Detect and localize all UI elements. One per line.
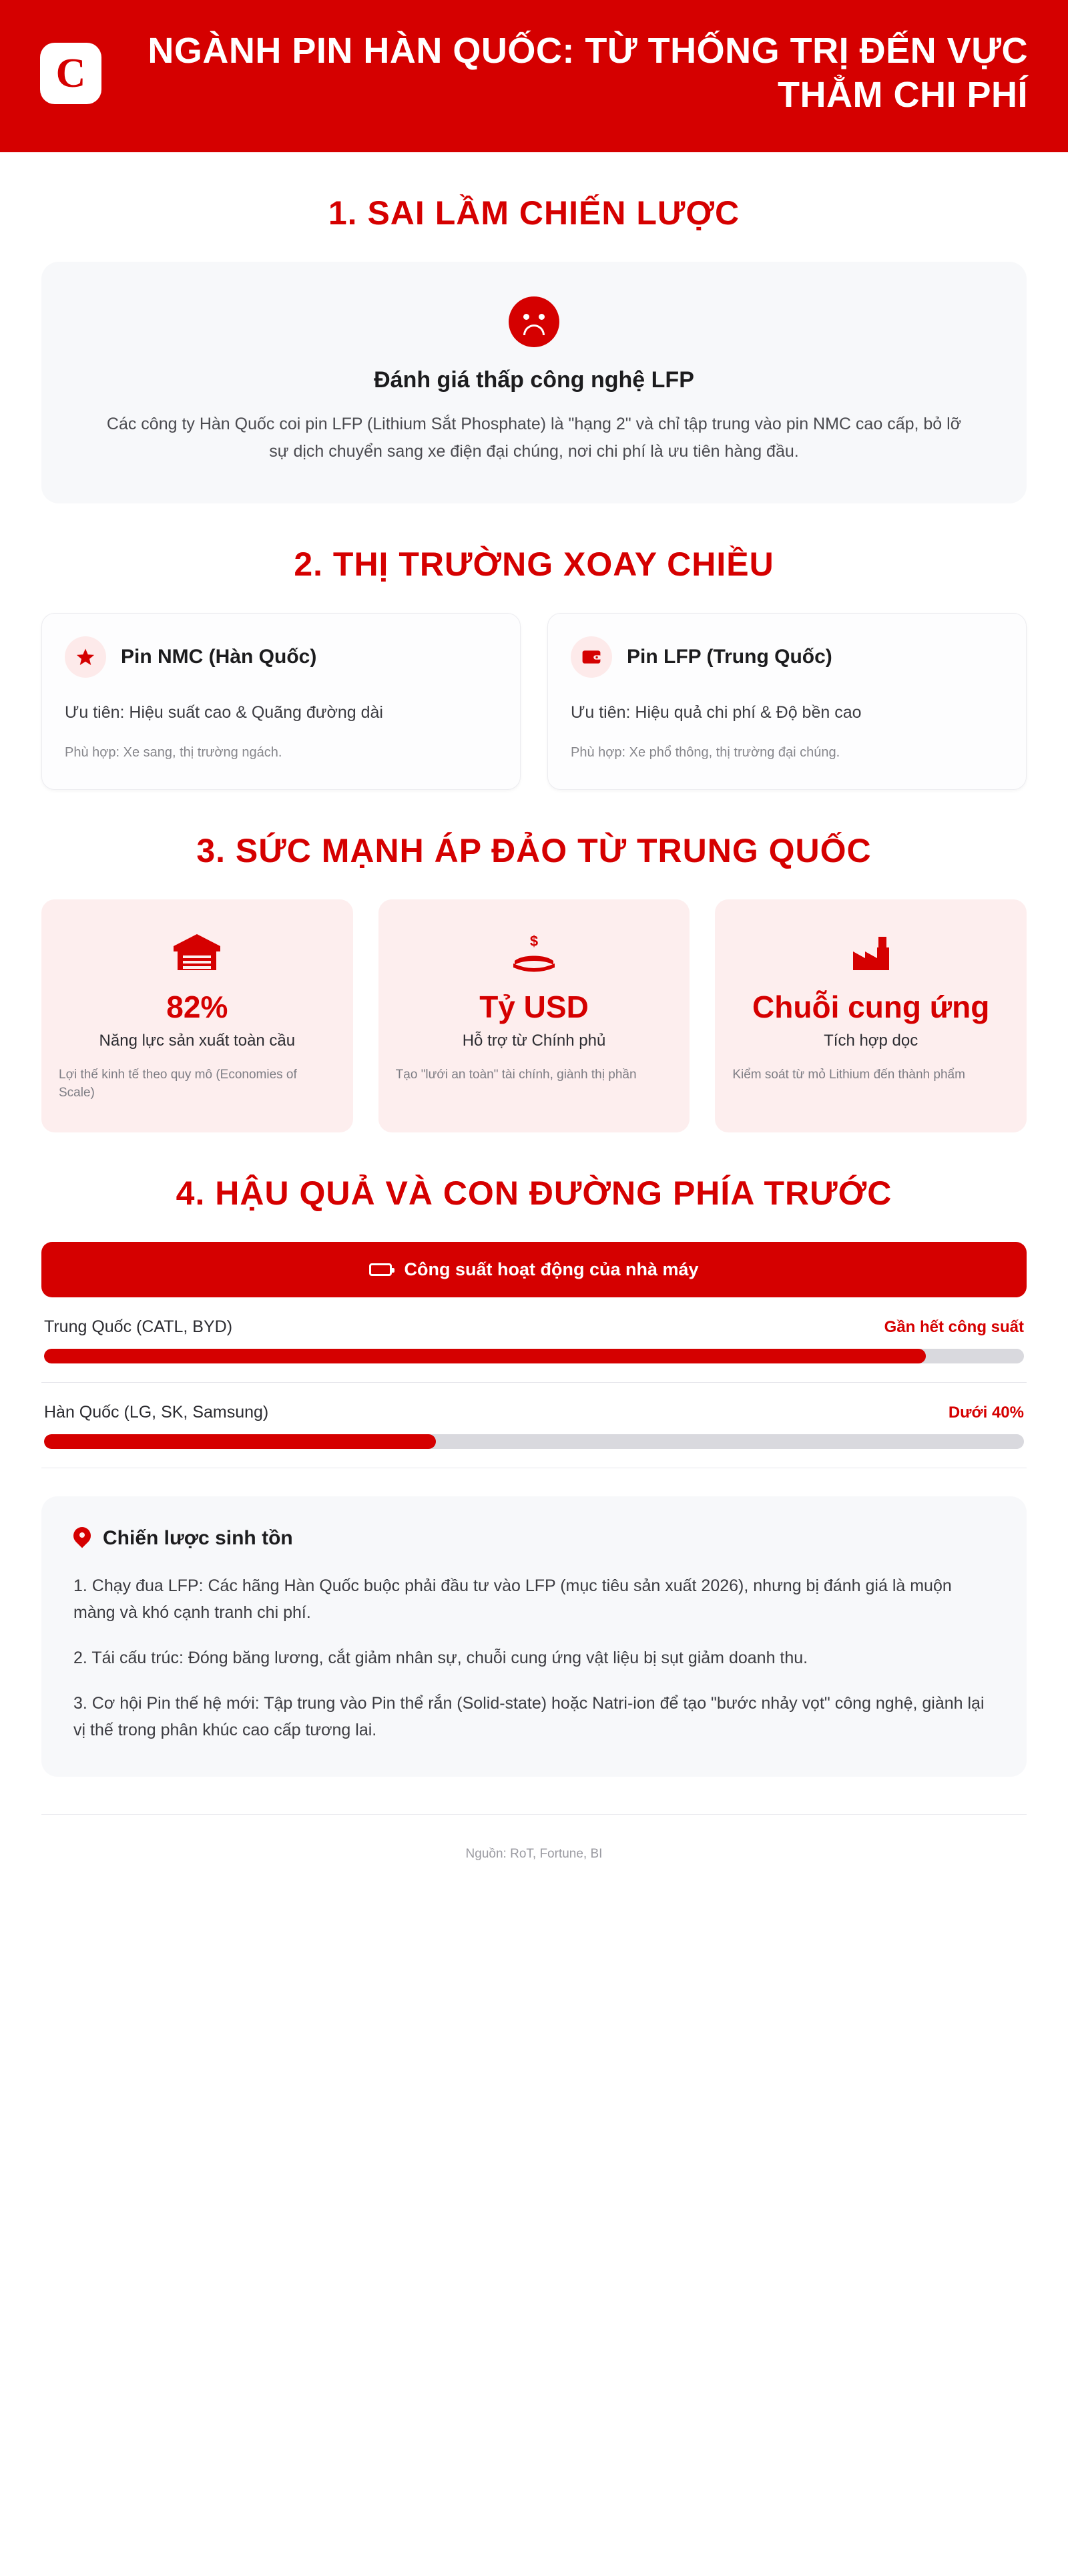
card-body: Các công ty Hàn Quốc coi pin LFP (Lithium Sắt Phosphate) là "hạng 2" và chỉ tập trung vào pin NMC cao cấp, bỏ lỡ sự dịch chuyển sang xe điện đại chúng, nơi chi phí là ưu tiên hàng đầu. bbox=[106, 415, 962, 461]
svg-text:$: $ bbox=[529, 932, 539, 949]
page-title: NGÀNH PIN HÀN QUỐC: TỪ THỐNG TRỊ ĐẾN VỰC THẲM CHI PHÍ bbox=[148, 31, 1028, 115]
section-3-body bbox=[0, 899, 1068, 1133]
stat-label: Hỗ trợ từ Chính phủ bbox=[462, 1031, 606, 1050]
warehouse-icon bbox=[59, 926, 336, 978]
bar-value: Gần hết công suất bbox=[884, 1318, 1024, 1337]
hand-dollar-icon bbox=[396, 926, 673, 978]
stat-card-subsidy bbox=[378, 899, 690, 1133]
capacity-bar-row-korea bbox=[41, 1383, 1027, 1468]
bar-label: Trung Quốc (CATL, BYD) bbox=[44, 1317, 233, 1337]
logo-badge bbox=[40, 43, 101, 104]
stat-note: Tạo "lưới an toàn" tài chính, giành thị phần bbox=[395, 1068, 637, 1082]
strategy-mistake-card bbox=[41, 262, 1027, 503]
bar-track bbox=[44, 1349, 1024, 1363]
page-header bbox=[0, 0, 1068, 152]
battery-type-card-lfp bbox=[547, 613, 1027, 790]
bar-value: Dưới 40% bbox=[948, 1404, 1024, 1422]
card-title: Đánh giá thấp công nghệ LFP bbox=[374, 367, 694, 393]
section-4-heading: 4. HẬU QUẢ VÀ CON ĐƯỜNG PHÍA TRƯỚC bbox=[176, 1174, 892, 1213]
stat-value: 82% bbox=[166, 989, 228, 1024]
card-fit: Phù hợp: Xe phổ thông, thị trường đại chúng. bbox=[571, 744, 840, 760]
strategy-item: 2. Tái cấu trúc: Đóng băng lương, cắt giảm nhân sự, chuỗi cung ứng vật liệu bị sụt giảm doanh thu. bbox=[73, 1649, 808, 1668]
source-footer: Nguồn: RoT, Fortune, BI bbox=[41, 1814, 1027, 1886]
strategy-item: 1. Chạy đua LFP: Các hãng Hàn Quốc buộc phải đầu tư vào LFP (mục tiêu sản xuất 2026), nhưng bị đánh giá là muộn màng và khó cạnh tranh chi phí. bbox=[73, 1576, 952, 1623]
section-2-heading: 2. THỊ TRƯỜNG XOAY CHIỀU bbox=[294, 546, 774, 583]
section-1-body bbox=[0, 262, 1068, 503]
capacity-bar-row-china bbox=[41, 1297, 1027, 1383]
bar-fill bbox=[44, 1349, 926, 1363]
card-priority: Ưu tiên: Hiệu quả chi phí & Độ bền cao bbox=[571, 703, 862, 722]
battery-icon bbox=[369, 1263, 392, 1276]
star-icon bbox=[65, 636, 106, 678]
card-title: Pin NMC (Hàn Quốc) bbox=[121, 646, 317, 668]
pin-icon bbox=[73, 1527, 91, 1550]
bar-label: Hàn Quốc (LG, SK, Samsung) bbox=[44, 1403, 269, 1422]
capacity-chart-header bbox=[41, 1242, 1027, 1297]
stat-label: Tích hợp dọc bbox=[824, 1031, 918, 1050]
strategy-title: Chiến lược sinh tồn bbox=[103, 1527, 293, 1550]
battery-type-card-nmc bbox=[41, 613, 521, 790]
stat-note: Kiểm soát từ mỏ Lithium đến thành phẩm bbox=[732, 1068, 965, 1082]
strategy-item: 3. Cơ hội Pin thế hệ mới: Tập trung vào Pin thể rắn (Solid-state) hoặc Natri-ion để tạo "bước nhảy vọt" công nghệ, giành lại vị thế trong phân khúc cao cấp tương lai. bbox=[73, 1694, 985, 1740]
section-2-body bbox=[0, 613, 1068, 790]
section-4-body bbox=[0, 1242, 1068, 1777]
survival-strategy-box bbox=[41, 1496, 1027, 1777]
logo-letter: C bbox=[55, 51, 86, 96]
stat-note: Lợi thế kinh tế theo quy mô (Economies of Scale) bbox=[59, 1068, 297, 1100]
card-priority: Ưu tiên: Hiệu suất cao & Quãng đường dài bbox=[65, 703, 383, 722]
factory-icon bbox=[732, 926, 1009, 978]
stat-label: Năng lực sản xuất toàn cầu bbox=[99, 1031, 296, 1050]
capacity-chart-title: Công suất hoạt động của nhà máy bbox=[404, 1259, 699, 1280]
stat-card-capacity bbox=[41, 899, 353, 1133]
bar-track bbox=[44, 1434, 1024, 1449]
sad-face-icon bbox=[509, 296, 559, 347]
card-title: Pin LFP (Trung Quốc) bbox=[627, 646, 832, 668]
stat-card-supply-chain bbox=[715, 899, 1027, 1133]
stat-value: Tỷ USD bbox=[479, 989, 589, 1024]
section-1-heading: 1. SAI LẦM CHIẾN LƯỢC bbox=[328, 194, 740, 232]
stat-value: Chuỗi cung ứng bbox=[752, 989, 990, 1024]
card-fit: Phù hợp: Xe sang, thị trường ngách. bbox=[65, 744, 282, 760]
bar-fill bbox=[44, 1434, 436, 1449]
section-3-heading: 3. SỨC MẠNH ÁP ĐẢO TỪ TRUNG QUỐC bbox=[196, 831, 872, 869]
wallet-icon bbox=[571, 636, 612, 678]
